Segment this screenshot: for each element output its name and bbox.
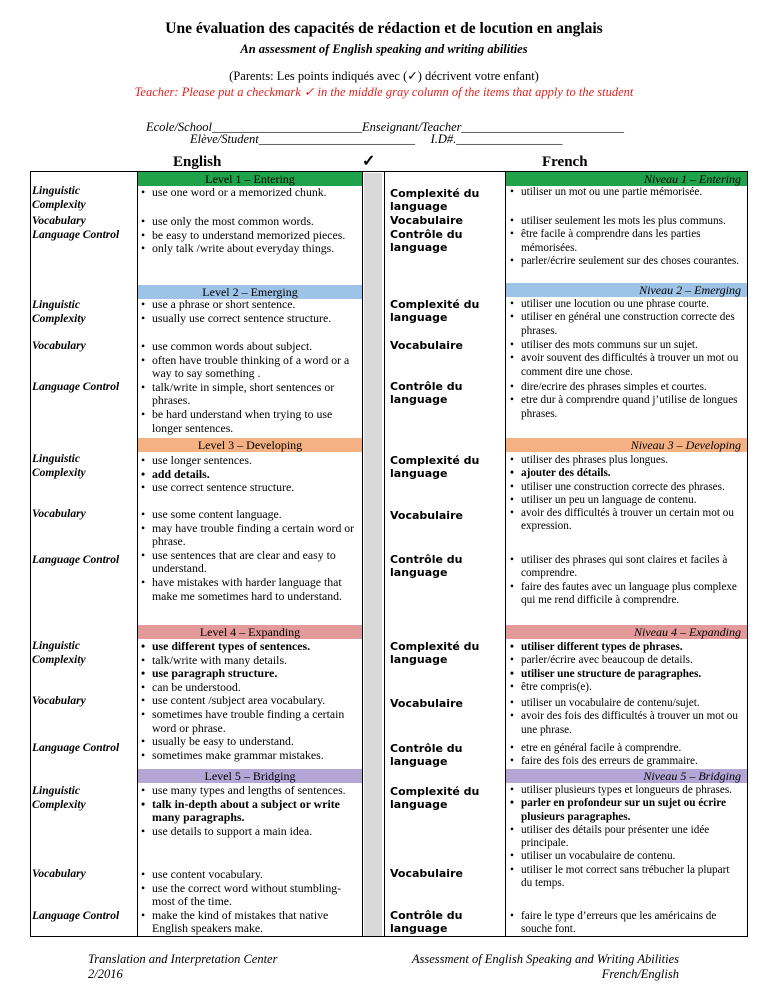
list-item: • sometimes have trouble finding a certain word or phrase. bbox=[141, 708, 357, 735]
list-item: • use common words about subject. bbox=[141, 340, 357, 354]
label-complexite: Complexité du language bbox=[390, 187, 480, 213]
level-2-fr-list bbox=[510, 381, 742, 421]
footer-languages: French/English bbox=[601, 967, 679, 981]
label-complexite: Complexité du language bbox=[390, 640, 480, 666]
level-4-fr-list bbox=[510, 641, 742, 694]
label-language-control: Language Control bbox=[32, 554, 120, 566]
list-item: • utiliser une structure de paragraphes. bbox=[510, 668, 742, 681]
list-item: • use sentences that are clear and easy to understand. bbox=[141, 549, 357, 576]
list-item: • use only the most common words. bbox=[141, 215, 357, 229]
list-item: • avoir des difficultés à trouver un certain mot ou expression. bbox=[510, 507, 742, 534]
list-item: • utiliser un peu un language de contenu. bbox=[510, 494, 742, 507]
level-5-en-list bbox=[141, 868, 357, 936]
table-left-border bbox=[30, 171, 31, 937]
list-item: • use content /subject area vocabulary. bbox=[141, 694, 357, 708]
list-item: • use content vocabulary. bbox=[141, 868, 357, 882]
list-item: • utiliser en général une construction correcte des phrases. bbox=[510, 311, 742, 338]
list-item: • usually be easy to understand. bbox=[141, 735, 357, 749]
list-item: • utiliser un mot ou une partie mémorisée. bbox=[510, 186, 742, 199]
label-controle: Contrôle du language bbox=[390, 553, 463, 579]
level-1-title-fr: Niveau 1 – Entering bbox=[506, 172, 747, 186]
document-subtitle: An assessment of English speaking and writing abilities bbox=[240, 42, 528, 56]
list-item: • utiliser une locution ou une phrase courte. bbox=[510, 298, 742, 311]
label-vocabulaire: Vocabulaire bbox=[390, 214, 463, 227]
label-vocabulary: Vocabulary bbox=[32, 340, 86, 352]
list-item: • use correct sentence structure. bbox=[141, 481, 357, 495]
label-linguistic-complexity: Linguistic Complexity bbox=[32, 640, 86, 666]
list-item: • may have trouble finding a certain word or phrase. bbox=[141, 522, 357, 549]
document-title: Une évaluation des capacités de rédaction et de locution en anglais bbox=[165, 20, 603, 37]
list-item: • make the kind of mistakes that native English speakers make. bbox=[141, 909, 357, 936]
table-divider bbox=[362, 171, 363, 937]
list-item: • use details to support a main idea. bbox=[141, 825, 357, 839]
label-controle: Contrôle du language bbox=[390, 909, 463, 935]
list-item: • faire des fois des erreurs de grammaire. bbox=[510, 755, 742, 768]
checkmark-heading: ✓ bbox=[362, 153, 376, 170]
level-4-title-fr: Niveau 4 – Expanding bbox=[506, 625, 747, 639]
level-4-title: Level 4 – Expanding bbox=[138, 625, 362, 639]
level-5-en-list bbox=[141, 784, 357, 838]
level-5-fr-list bbox=[510, 784, 742, 890]
label-complexite: Complexité du language bbox=[390, 785, 480, 811]
label-language-control: Language Control bbox=[32, 229, 120, 241]
level-4-fr-list bbox=[510, 697, 742, 737]
level-1-title: Level 1 – Entering bbox=[138, 172, 362, 186]
footer-center-name: Translation and Interpretation Center bbox=[88, 952, 278, 966]
list-item: • sometimes make grammar mistakes. bbox=[141, 749, 357, 763]
level-3-fr-list bbox=[510, 554, 742, 607]
list-item: • parler en profondeur sur un sujet ou écrire plusieurs paragraphes. bbox=[510, 797, 742, 824]
label-linguistic-complexity: Linguistic Complexity bbox=[32, 185, 86, 211]
list-item: • parler/écrire avec beaucoup de details. bbox=[510, 654, 742, 667]
label-linguistic-complexity: Linguistic Complexity bbox=[32, 299, 86, 325]
level-3-en-list bbox=[141, 454, 357, 495]
level-4-fr-list bbox=[510, 742, 742, 769]
level-5-fr-list bbox=[510, 910, 742, 937]
label-vocabulary: Vocabulary bbox=[32, 695, 86, 707]
list-item: • utiliser seulement les mots les plus communs. bbox=[510, 215, 742, 228]
list-item: • only talk /write about everyday things. bbox=[141, 242, 357, 256]
list-item: • have mistakes with harder language that make me sometimes hard to understand. bbox=[141, 576, 357, 603]
list-item: • etre dur à comprendre quand j’utilise de longues phrases. bbox=[510, 394, 742, 421]
level-4-en-list bbox=[141, 640, 357, 762]
label-vocabulaire: Vocabulaire bbox=[390, 867, 463, 880]
list-item: • ajouter des détails. bbox=[510, 467, 742, 480]
list-item: • avoir souvent des difficultés à trouver un mot ou comment dire une chose. bbox=[510, 352, 742, 379]
list-item: • utiliser une construction correcte des phrases. bbox=[510, 481, 742, 494]
label-vocabulaire: Vocabulaire bbox=[390, 697, 463, 710]
label-linguistic-complexity: Linguistic Complexity bbox=[32, 785, 86, 811]
level-1-fr-list bbox=[510, 186, 742, 199]
footer-doc-title: Assessment of English Speaking and Writing Abilities bbox=[411, 952, 679, 966]
student-id-line[interactable]: Elève/Student_________________________ I.D#._________________ bbox=[190, 132, 563, 146]
label-language-control: Language Control bbox=[32, 742, 120, 754]
label-controle: Contrôle du language bbox=[390, 228, 463, 254]
list-item: • often have trouble thinking of a word or a way to say something . bbox=[141, 354, 357, 381]
list-item: • use the correct word without stumbling- most of the time. bbox=[141, 882, 357, 909]
label-vocabulary: Vocabulary bbox=[32, 215, 86, 227]
label-language-control: Language Control bbox=[32, 381, 120, 393]
level-3-title: Level 3 – Developing bbox=[138, 438, 362, 452]
level-2-en-list bbox=[141, 340, 357, 435]
list-item: • add details. bbox=[141, 468, 357, 482]
list-item: • talk in-depth about a subject or write many paragraphs. bbox=[141, 798, 357, 825]
label-linguistic-complexity: Linguistic Complexity bbox=[32, 453, 86, 479]
french-heading: French bbox=[542, 154, 588, 170]
list-item: • utiliser un vocabulaire de contenu/sujet. bbox=[510, 697, 742, 710]
teacher-note: Teacher: Please put a checkmark ✓ in the middle gray column of the items that apply to the student bbox=[134, 85, 634, 99]
list-item: • use longer sentences. bbox=[141, 454, 357, 468]
list-item: • utiliser des mots communs sur un sujet. bbox=[510, 339, 742, 352]
level-2-fr-list bbox=[510, 298, 742, 338]
list-item: • utiliser le mot correct sans trébucher la plupart du temps. bbox=[510, 864, 742, 891]
footer-date: 2/2016 bbox=[88, 967, 123, 981]
list-item: • use many types and lengths of sentences. bbox=[141, 784, 357, 798]
label-controle: Contrôle du language bbox=[390, 742, 463, 768]
footer-left bbox=[88, 952, 277, 982]
label-vocabulary: Vocabulary bbox=[32, 868, 86, 880]
list-item: • use paragraph structure. bbox=[141, 667, 357, 681]
school-teacher-line[interactable]: Ecole/School________________________Enseignant/Teacher__________________________ bbox=[146, 120, 624, 134]
list-item: • avoir des fois des difficultés à trouver un mot ou une phrase. bbox=[510, 710, 742, 737]
level-1-en-list bbox=[141, 186, 357, 200]
level-5-title: Level 5 – Bridging bbox=[138, 769, 362, 783]
list-item: • utiliser des phrases qui sont claires et faciles à comprendre. bbox=[510, 554, 742, 581]
list-item: • utiliser different types de phrases. bbox=[510, 641, 742, 654]
list-item: • use one word or a memorized chunk. bbox=[141, 186, 357, 200]
check-column[interactable] bbox=[364, 173, 382, 936]
list-item: • use different types of sentences. bbox=[141, 640, 357, 654]
level-2-title: Level 2 – Emerging bbox=[138, 285, 362, 299]
list-item: • être compris(e). bbox=[510, 681, 742, 694]
label-complexite: Complexité du language bbox=[390, 454, 480, 480]
label-vocabulary: Vocabulary bbox=[32, 508, 86, 520]
list-item: • talk/write in simple, short sentences or phrases. bbox=[141, 381, 357, 408]
list-item: • be hard understand when trying to use longer sentences. bbox=[141, 408, 357, 435]
list-item: • faire des fautes avec un language plus complexe qui me rend difficile à comprendre. bbox=[510, 581, 742, 608]
list-item: • use a phrase or short sentence. bbox=[141, 298, 357, 312]
list-item: • utiliser des détails pour présenter une idée principale. bbox=[510, 824, 742, 851]
list-item: • dire/ecrire des phrases simples et courtes. bbox=[510, 381, 742, 394]
level-2-title-fr: Niveau 2 – Emerging bbox=[506, 283, 747, 297]
level-1-fr-list bbox=[510, 215, 742, 268]
list-item: • usually use correct sentence structure. bbox=[141, 312, 357, 326]
parents-note: (Parents: Les points indiqués avec (✓) décrivent votre enfant) bbox=[229, 69, 539, 83]
list-item: • utiliser plusieurs types et longueurs de phrases. bbox=[510, 784, 742, 797]
list-item: • utiliser des phrases plus longues. bbox=[510, 454, 742, 467]
list-item: • talk/write with many details. bbox=[141, 654, 357, 668]
table-divider bbox=[384, 171, 385, 937]
english-heading: English bbox=[173, 154, 222, 170]
list-item: • utiliser un vocabulaire de contenu. bbox=[510, 850, 742, 863]
footer-right bbox=[400, 952, 679, 982]
label-vocabulaire: Vocabulaire bbox=[390, 509, 463, 522]
list-item: • parler/écrire seulement sur des choses courantes. bbox=[510, 255, 742, 268]
label-vocabulaire: Vocabulaire bbox=[390, 339, 463, 352]
list-item: • etre en général facile à comprendre. bbox=[510, 742, 742, 755]
level-1-en-list bbox=[141, 215, 357, 256]
level-3-en-list bbox=[141, 508, 357, 603]
table-right-border bbox=[747, 171, 748, 937]
level-2-fr-list bbox=[510, 339, 742, 379]
level-3-title-fr: Niveau 3 – Developing bbox=[506, 438, 747, 452]
list-item: • use some content language. bbox=[141, 508, 357, 522]
level-2-en-list bbox=[141, 298, 357, 325]
label-language-control: Language Control bbox=[32, 910, 120, 922]
label-complexite: Complexité du language bbox=[390, 298, 480, 324]
label-controle: Contrôle du language bbox=[390, 380, 463, 406]
list-item: • be easy to understand memorized pieces. bbox=[141, 229, 357, 243]
level-3-fr-list bbox=[510, 454, 742, 534]
level-5-title-fr: Niveau 5 – Bridging bbox=[506, 769, 747, 783]
list-item: • être facile à comprendre dans les parties mémorisées. bbox=[510, 228, 742, 255]
list-item: • can be understood. bbox=[141, 681, 357, 695]
list-item: • faire le type d’erreurs que les américains de souche font. bbox=[510, 910, 742, 937]
